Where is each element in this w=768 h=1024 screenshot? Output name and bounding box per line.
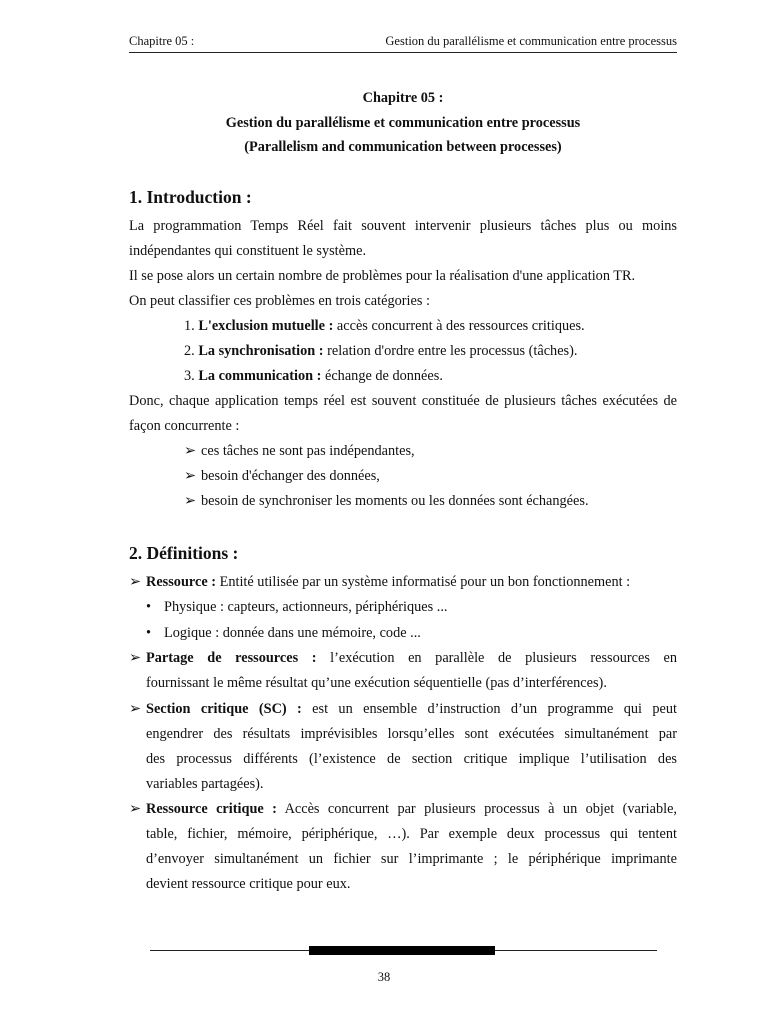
intro-paragraph-3: On peut classifier ces problèmes en trois catégories :	[129, 293, 430, 309]
intro-paragraph-4: Donc, chaque application temps réel est souvent constituée de plusieurs tâches exécutées de façon concurrente :	[129, 393, 677, 434]
arrow-bullet-icon: ➢	[184, 468, 196, 484]
intro-paragraph-2: Il se pose alors un certain nombre de problèmes pour la réalisation d'une application TR.	[129, 268, 636, 284]
footer-bar	[309, 946, 495, 955]
arrow-item: ➢ ces tâches ne sont pas indépendantes,	[184, 439, 415, 464]
chapter-number: Chapitre 05 :	[362, 90, 444, 106]
arrow-bullet-icon: ➢	[129, 650, 141, 666]
definitions-heading: 2. Définitions :	[129, 543, 239, 563]
page-number: 38	[377, 970, 391, 984]
chapter-subtitle: (Parallelism and communication between processes)	[244, 139, 562, 155]
bullet-dot-icon: •	[146, 599, 152, 615]
def-partage: ➢ Partage de ressources : l’exécution en parallèle de plusieurs ressources en fournissant le même résultat qu’une exécution séquentielle (pas d’interférences).	[129, 646, 677, 696]
def-ressource-critique: ➢ Ressource critique : Accès concurrent par plusieurs processus à un objet (variable, table, fichier, mémoire, périphérique, …). Par exemple deux processus qui tentent d’envoyer simultanément un fichier sur l’imprimante ; le périphérique imprimante devient ressource critique pour eux.	[129, 797, 677, 897]
def-section-critique: ➢ Section critique (SC) : est un ensemble d’instruction d’un programme qui peut engendrer des résultats imprévisibles lorsqu’elles sont exécutées simultanément par des processus différents (l’existence de section critique implique l’utilisation des variables partagées).	[129, 697, 677, 797]
intro-paragraph-1: La programmation Temps Réel fait souvent intervenir plusieurs tâches plus ou moins indépendantes qui constituent le système.	[129, 218, 677, 259]
def-ressource: ➢ Ressource : Entité utilisée par un système informatisé pour un bon fonctionnement :	[129, 570, 630, 595]
numbered-item: 1. L'exclusion mutuelle : accès concurrent à des ressources critiques.	[184, 318, 585, 334]
arrow-bullet-icon: ➢	[129, 574, 141, 590]
chapter-title: Gestion du parallélisme et communication entre processus	[225, 114, 581, 131]
bullet-dot-icon: •	[146, 625, 152, 641]
arrow-bullet-icon: ➢	[129, 801, 141, 817]
arrow-bullet-icon: ➢	[184, 493, 196, 509]
sub-bullet-item: • Physique : capteurs, actionneurs, périphériques ...	[146, 595, 447, 620]
header-chapter: Chapitre 05 :	[129, 34, 195, 48]
numbered-item: 2. La synchronisation : relation d'ordre entre les processus (tâches).	[184, 343, 578, 359]
arrow-item: ➢ besoin de synchroniser les moments ou les données sont échangées.	[184, 489, 589, 514]
arrow-bullet-icon: ➢	[129, 701, 141, 717]
chapter-title-block	[129, 86, 677, 160]
arrow-bullet-icon: ➢	[184, 443, 196, 459]
arrow-item: ➢ besoin d'échanger des données,	[184, 464, 380, 489]
numbered-item: 3. La communication : échange de données.	[184, 368, 443, 384]
header-title: Gestion du parallélisme et communication entre processus	[385, 34, 677, 48]
intro-heading: 1. Introduction :	[129, 187, 252, 207]
sub-bullet-item: • Logique : donnée dans une mémoire, code ...	[146, 621, 421, 646]
page-header	[129, 34, 677, 53]
